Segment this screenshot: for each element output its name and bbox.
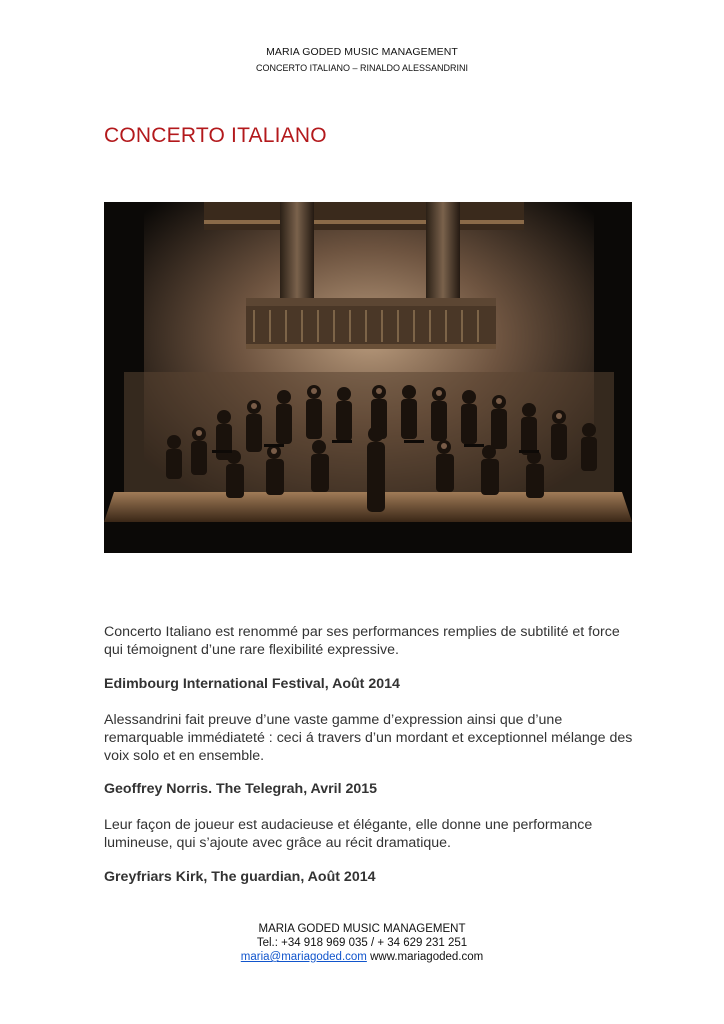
page-title: CONCERTO ITALIANO	[104, 124, 327, 147]
footer	[0, 922, 724, 964]
header-subtitle: CONCERTO ITALIANO – RINALDO ALESSANDRINI	[255, 63, 469, 73]
email-link[interactable]: maria@mariagoded.com	[240, 951, 367, 963]
footer-phone: Tel.: +34 918 969 035 / + 34 629 231 251	[256, 937, 468, 949]
review-source-2: Geoffrey Norris. The Telegrah, Avril 2015	[104, 781, 378, 797]
footer-company: MARIA GODED MUSIC MANAGEMENT	[258, 923, 466, 935]
review-source-3: Greyfriars Kirk, The guardian, Août 2014	[104, 869, 376, 885]
review-quote-3: Leur façon de joueur est audacieuse et élégante, elle donne une performance lumineuse, qui s’ajoute avec grâce au récit dramatique.	[104, 817, 593, 851]
review-source-1: Edimbourg International Festival, Août 2014	[104, 676, 400, 692]
orchestra-illustration	[104, 202, 632, 553]
review-quote-1: Concerto Italiano est renommé par ses performances remplies de subtilité et force qui témoignent d’une rare flexibilité expressive.	[104, 624, 620, 658]
website-text: www.mariagoded.com	[370, 951, 484, 963]
review-quote-2: Alessandrini fait preuve d’une vaste gamme d’expression ainsi que d’une remarquable immédiateté : ceci á travers d’un mordant et exceptionnel mélange des voix solo et en ensemble.	[104, 712, 633, 764]
footer-contact	[0, 950, 724, 964]
header-company: MARIA GODED MUSIC MANAGEMENT	[266, 46, 458, 58]
orchestra-photo	[104, 202, 632, 553]
